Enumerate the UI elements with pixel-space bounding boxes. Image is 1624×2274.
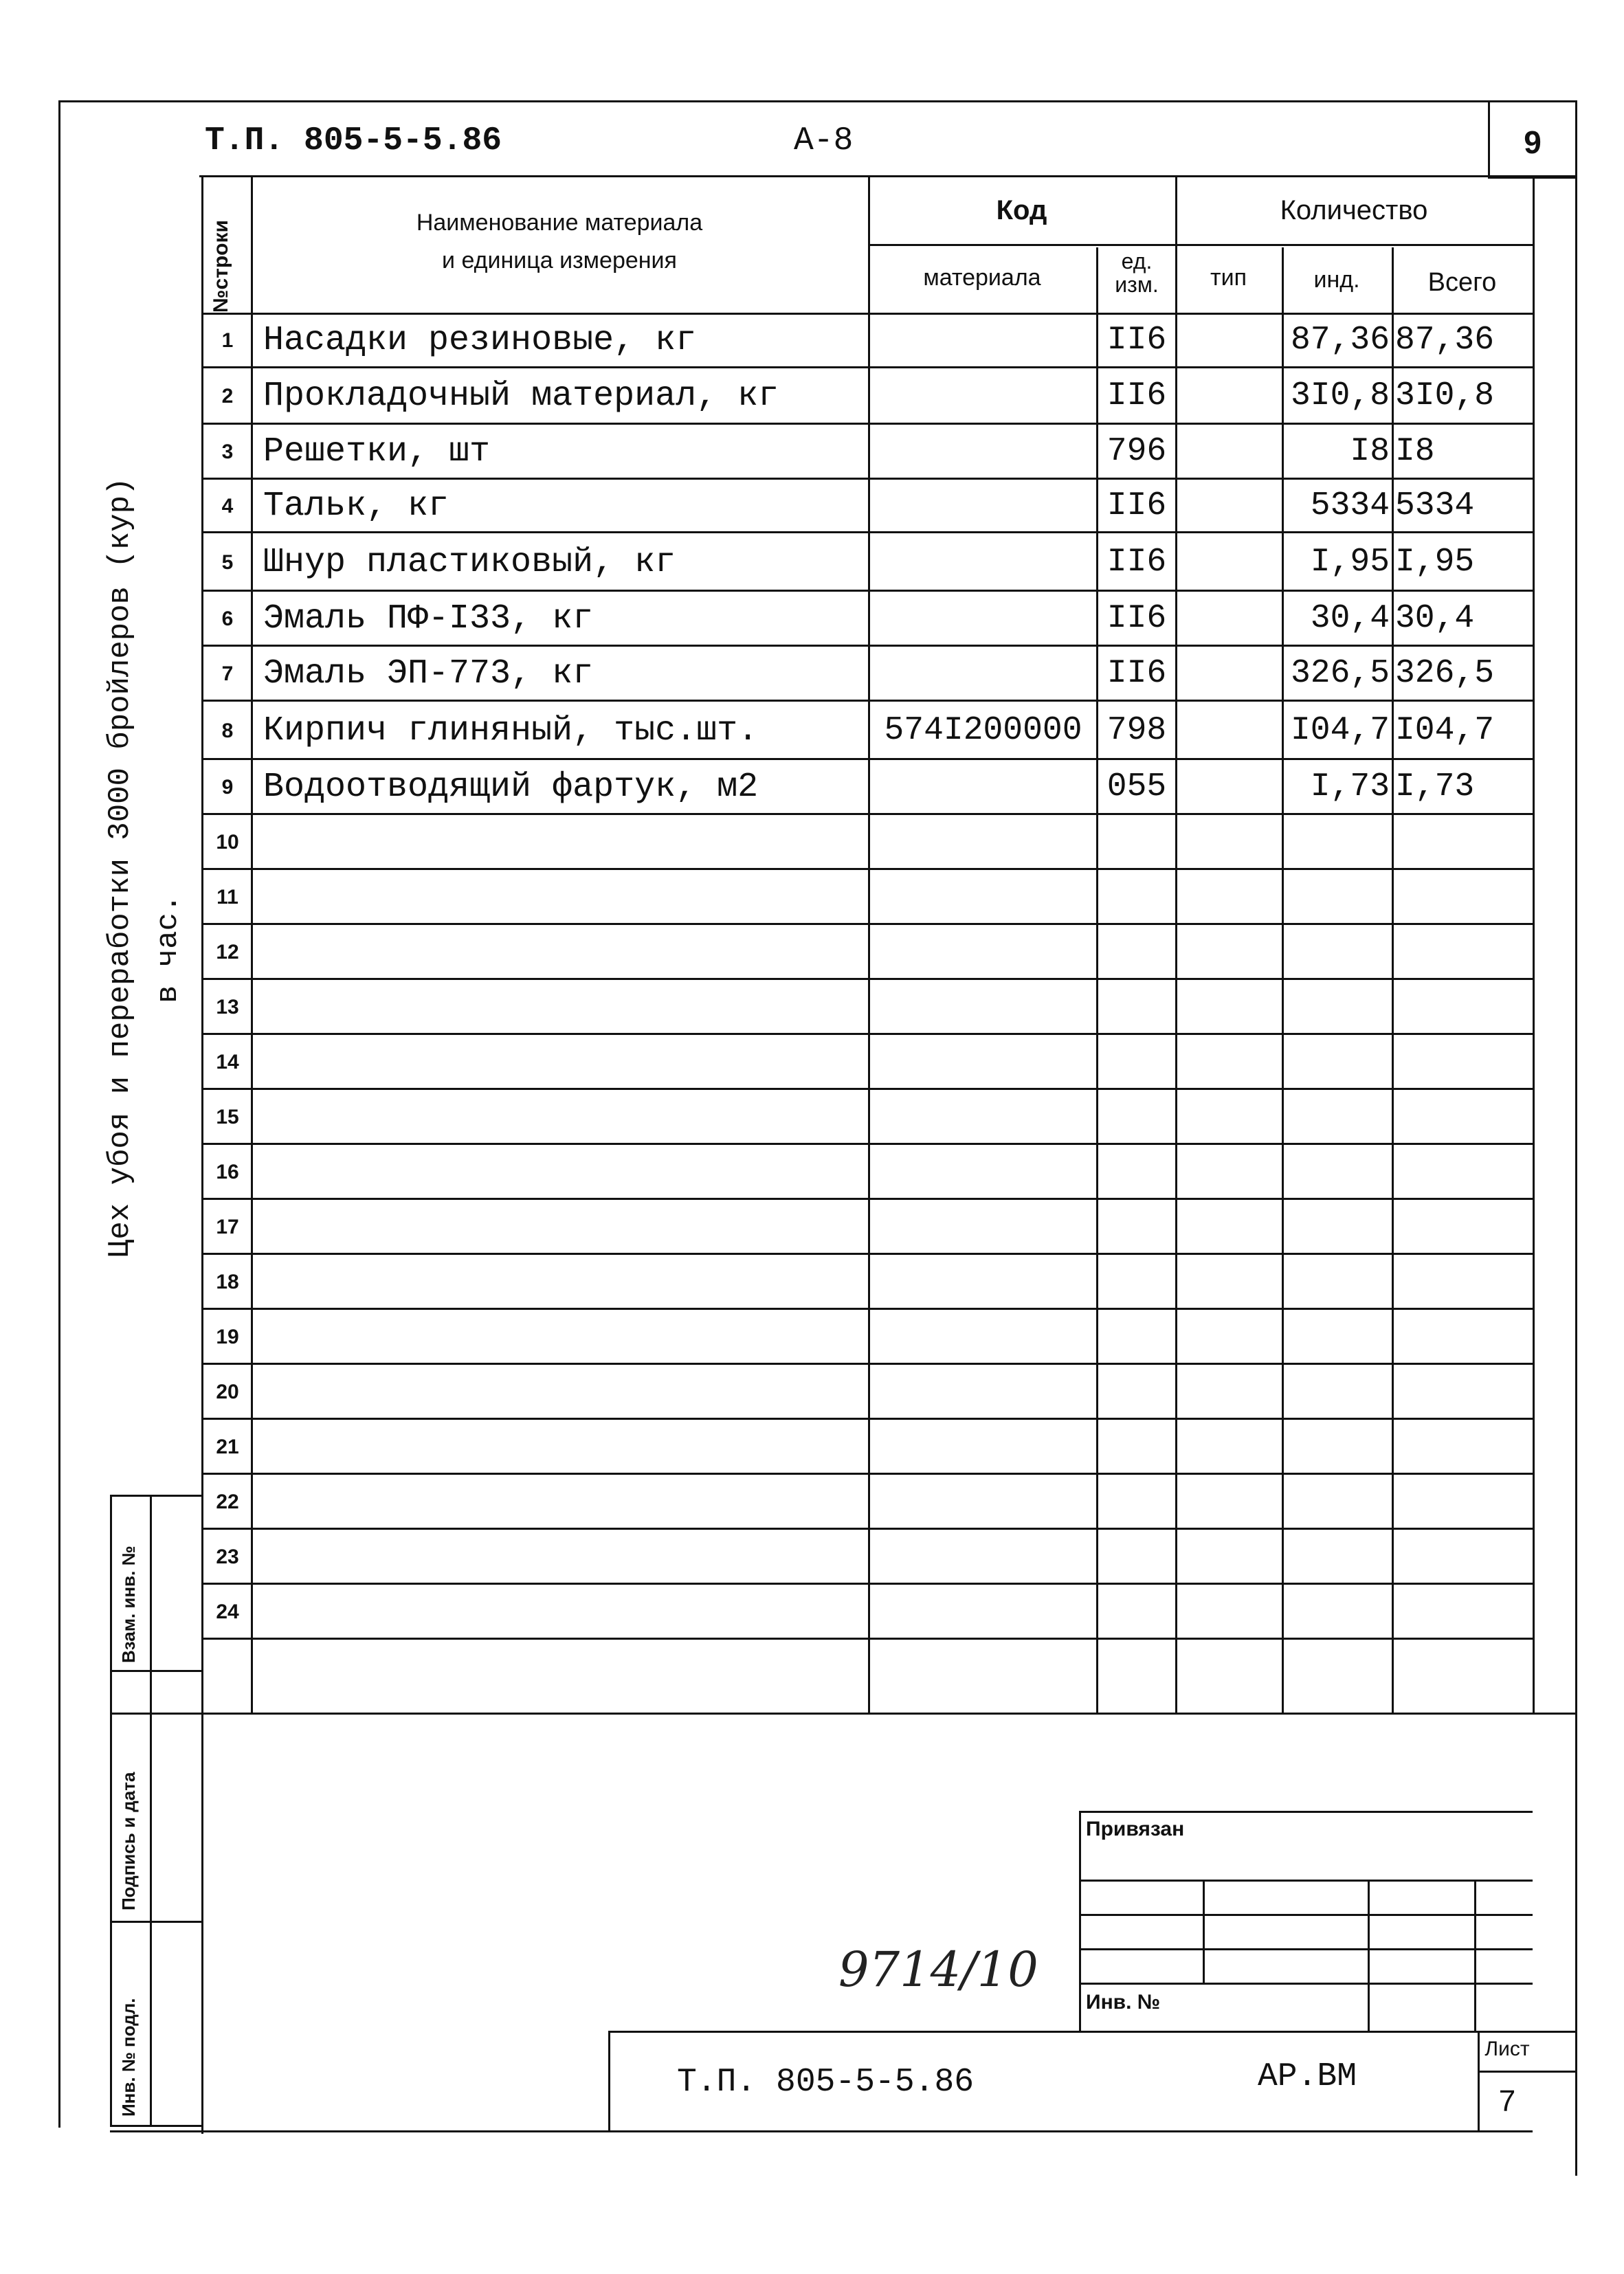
- cell-unit: II6: [1106, 487, 1167, 524]
- column-header-unit: ед. изм.: [1115, 249, 1159, 297]
- cell-unit: 055: [1106, 768, 1167, 805]
- stamp-bottom-line: [110, 2125, 201, 2127]
- document-code: Т.П. 805-5-5.86: [205, 122, 502, 159]
- table-ind-divider: [1392, 247, 1394, 1715]
- row-number: 19: [216, 1326, 239, 1348]
- row-divider: [201, 1088, 1535, 1090]
- title-top-line: [608, 2031, 1577, 2033]
- binding-inv-label: Инв. №: [1086, 1991, 1161, 2014]
- album-label: А-8: [794, 122, 854, 159]
- row-number: 15: [216, 1106, 239, 1128]
- cell-total: I,73: [1395, 768, 1475, 805]
- cell-ind: 5334: [1310, 487, 1390, 524]
- row-number: 1: [221, 329, 234, 352]
- binding-line-1: [1079, 1880, 1533, 1882]
- binding-top-line: [1079, 1811, 1533, 1813]
- row-divider: [201, 1473, 1535, 1475]
- cell-unit: II6: [1106, 377, 1167, 414]
- binding-line-2: [1079, 1914, 1533, 1916]
- column-header-name-2: и единица измерения: [442, 247, 677, 274]
- row-number: 4: [221, 495, 234, 517]
- row-divider: [201, 1363, 1535, 1365]
- title-mark: АР.ВМ: [1258, 2058, 1357, 2095]
- title-block: [608, 2031, 1533, 2132]
- column-header-code: Код: [996, 195, 1047, 225]
- cell-unit: 798: [1106, 711, 1167, 749]
- cell-total: 30,4: [1395, 600, 1475, 637]
- row-divider: [201, 531, 1535, 533]
- cell-ind: 326,5: [1290, 655, 1390, 692]
- row-number: 17: [216, 1216, 239, 1238]
- handwritten-number: 9714/10: [838, 1941, 1038, 1998]
- row-divider: [201, 813, 1535, 815]
- cell-ind: I8: [1350, 433, 1390, 470]
- row-divider: [201, 1583, 1535, 1585]
- column-header-material: материала: [923, 265, 1041, 291]
- row-number: 21: [216, 1436, 239, 1458]
- row-divider: [201, 1308, 1535, 1310]
- cell-unit: II6: [1106, 600, 1167, 637]
- row-number: 23: [216, 1546, 239, 1568]
- stamp-top-line: [110, 1495, 201, 1497]
- cell-ind: I,73: [1310, 768, 1390, 805]
- cell-total: 3I0,8: [1395, 377, 1495, 414]
- table-bottom-line: [110, 1713, 1577, 1715]
- cell-name: Водоотводящий фартук, м2: [263, 768, 759, 807]
- table-right-border: [1533, 175, 1535, 1715]
- row-divider: [201, 1143, 1535, 1145]
- stamp-divider: [150, 1495, 152, 2127]
- cell-name: Эмаль ЭП-773, кг: [263, 654, 594, 693]
- side-title-line1: Цех убоя и переработки 3000 бройлеров (кур): [103, 477, 137, 1258]
- stamp-line-2: [110, 1670, 201, 1672]
- header-bottom-line: [201, 313, 1535, 315]
- cell-total: 5334: [1395, 487, 1475, 524]
- binding-divider-1: [1203, 1880, 1205, 1983]
- table-type-divider: [1282, 247, 1284, 1715]
- row-number: 2: [221, 385, 234, 408]
- binding-line-3: [1079, 1948, 1533, 1950]
- row-divider: [201, 868, 1535, 870]
- row-number: 14: [216, 1051, 239, 1073]
- page-number: 9: [1524, 124, 1542, 160]
- cell-name: Эмаль ПФ-I33, кг: [263, 599, 594, 638]
- cell-material: 574I200000: [884, 711, 1082, 749]
- column-header-ind: инд.: [1313, 267, 1360, 293]
- cell-total: I8: [1395, 433, 1435, 470]
- row-divider: [201, 590, 1535, 592]
- binding-block: [1079, 1811, 1533, 2031]
- cell-total: I,95: [1395, 543, 1475, 581]
- cell-name: Прокладочный материал, кг: [263, 377, 779, 416]
- cell-ind: I04,7: [1290, 711, 1390, 749]
- cell-total: I04,7: [1395, 711, 1495, 749]
- cell-name: Тальк, кг: [263, 487, 449, 526]
- title-sheet-number: 7: [1498, 2084, 1516, 2118]
- row-number: 8: [221, 719, 234, 742]
- binding-left-border: [1079, 1811, 1081, 2031]
- row-divider: [201, 758, 1535, 760]
- row-divider: [201, 645, 1535, 647]
- cell-name: Насадки резиновые, кг: [263, 321, 697, 360]
- cell-ind: 87,36: [1290, 322, 1390, 359]
- stamp-left-border: [110, 1495, 112, 2127]
- row-divider: [201, 1638, 1535, 1640]
- cell-name: Кирпич глиняный, тыс.шт.: [263, 711, 759, 750]
- row-divider: [201, 1253, 1535, 1255]
- title-left-border: [608, 2031, 610, 2132]
- column-header-type: тип: [1210, 265, 1247, 291]
- cell-total: 87,36: [1395, 322, 1495, 359]
- row-divider: [201, 1418, 1535, 1420]
- row-number: 20: [216, 1381, 239, 1403]
- title-doc-code: Т.П. 805-5-5.86: [677, 2064, 975, 2101]
- cell-unit: II6: [1106, 322, 1167, 359]
- row-number: 3: [221, 441, 234, 463]
- row-number: 5: [221, 550, 234, 574]
- row-number: 16: [216, 1161, 239, 1183]
- side-title-line2: в час.: [151, 894, 186, 1003]
- row-number: 9: [221, 776, 234, 799]
- row-divider: [201, 423, 1535, 425]
- row-number: 6: [221, 607, 234, 630]
- table-left-border: [201, 175, 203, 2134]
- row-divider: [201, 366, 1535, 368]
- title-sheet-line: [1478, 2071, 1577, 2073]
- cell-ind: 30,4: [1310, 600, 1390, 637]
- cell-name: Шнур пластиковый, кг: [263, 542, 676, 582]
- binding-line-4: [1079, 1983, 1533, 1985]
- cell-name: Решетки, шт: [263, 432, 491, 471]
- stamp-signature-date: Подпись и дата: [118, 1772, 139, 1910]
- row-divider: [201, 923, 1535, 925]
- cell-ind: 3I0,8: [1290, 377, 1390, 414]
- row-number: 12: [216, 941, 239, 963]
- margin-stamp: [110, 1495, 201, 2127]
- cell-unit: II6: [1106, 543, 1167, 581]
- table-name-divider: [868, 175, 870, 1715]
- cell-ind: I,95: [1310, 543, 1390, 581]
- row-divider: [201, 1033, 1535, 1035]
- header-mid-line: [868, 244, 1535, 246]
- row-divider: [201, 1198, 1535, 1200]
- stamp-inv-original: Инв. № подл.: [118, 1998, 139, 2117]
- binding-divider-3: [1474, 1880, 1476, 2031]
- row-number: 10: [216, 831, 239, 854]
- column-header-row-number: №строки: [210, 220, 232, 313]
- row-number: 24: [216, 1601, 239, 1623]
- column-header-quantity: Количество: [1280, 195, 1428, 225]
- row-number: 11: [216, 886, 238, 909]
- binding-privyazan-label: Привязан: [1086, 1818, 1185, 1840]
- row-divider: [201, 700, 1535, 702]
- cell-unit: 796: [1106, 433, 1167, 470]
- row-number: 7: [221, 662, 234, 685]
- stamp-line-3: [110, 1921, 201, 1923]
- table-code-divider: [1175, 175, 1177, 1715]
- binding-divider-2: [1368, 1880, 1370, 2031]
- row-divider: [201, 478, 1535, 480]
- title-sheet-label: Лист: [1484, 2038, 1530, 2060]
- cell-unit: II6: [1106, 655, 1167, 692]
- row-divider: [201, 978, 1535, 980]
- column-header-total: Всего: [1427, 268, 1497, 297]
- cell-total: 326,5: [1395, 655, 1495, 692]
- row-number: 13: [216, 996, 239, 1018]
- table-material-divider: [1096, 247, 1098, 1715]
- stamp-inv-replacement: Взам. инв. №: [118, 1546, 139, 1663]
- row-number: 18: [216, 1271, 239, 1293]
- column-header-name: Наименование материала: [416, 210, 703, 236]
- row-number: 22: [216, 1491, 239, 1513]
- row-divider: [201, 1528, 1535, 1530]
